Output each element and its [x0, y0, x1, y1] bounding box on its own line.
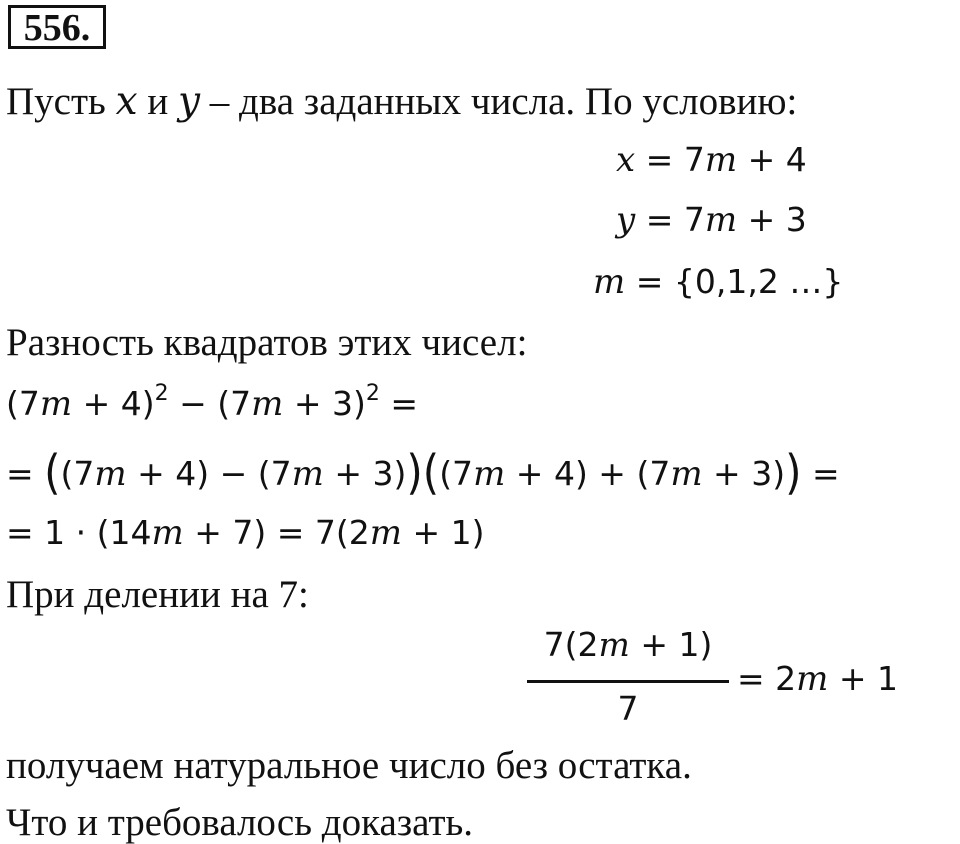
fraction-result	[737, 659, 899, 699]
intro-line	[6, 79, 798, 124]
l1-e: =	[379, 384, 419, 423]
intro-text-3: – два заданных числа. По условию:	[199, 80, 798, 123]
fraction-numerator	[527, 625, 729, 664]
l1-d: + 3)	[283, 384, 366, 423]
l3-m2: m	[369, 513, 402, 553]
frac-rhs-b: + 1	[828, 659, 899, 698]
difference-heading: Разность квадратов этих чисел:	[6, 321, 528, 364]
fraction-denominator: 7	[617, 689, 639, 728]
cond-x-lhs: x	[616, 140, 636, 180]
l1-a: (7	[6, 384, 40, 423]
l1-c: − (7	[168, 384, 252, 423]
condition-m	[593, 262, 844, 302]
l2-eq: =	[6, 454, 45, 493]
l1-exp1: 2	[154, 381, 169, 406]
l2-m3: m	[473, 454, 506, 494]
equation-line-3	[6, 513, 485, 553]
cond-m-rhs: = {0,1,2 …}	[625, 262, 844, 301]
l2-open1: (	[44, 445, 61, 500]
l3-c: + 1)	[401, 513, 485, 552]
intro-text-1: Пусть	[6, 80, 116, 123]
condition-x	[616, 140, 807, 180]
l2-f: + 3)	[702, 454, 786, 493]
cond-y-rhs-pre: = 7	[635, 200, 705, 239]
cond-m-lhs: m	[593, 262, 626, 302]
frac-num-b: + 1)	[629, 625, 713, 664]
l3-b: + 7) = 7(2	[183, 513, 370, 552]
l3-m1: m	[151, 513, 184, 553]
fraction-bar	[527, 680, 729, 683]
l1-exp2: 2	[365, 381, 380, 406]
result-text: получаем натуральное число без остатка.	[6, 744, 692, 787]
l2-c: + 3)	[323, 454, 407, 493]
l2-m4: m	[670, 454, 703, 494]
cond-y-rhs-post: + 3	[737, 200, 807, 239]
variable-y: y	[177, 79, 200, 124]
l1-m1: m	[39, 384, 73, 424]
cond-x-var: m	[704, 140, 738, 180]
l2-m2: m	[291, 454, 324, 494]
equation-line-1	[6, 381, 419, 424]
l2-g: =	[801, 454, 840, 493]
division-heading: При делении на 7:	[6, 573, 309, 616]
l2-a: (7	[60, 454, 95, 493]
l2-open2: (	[422, 445, 440, 500]
cond-x-rhs-post: + 4	[737, 140, 807, 179]
intro-text-2: и	[137, 80, 178, 123]
cond-y-lhs: y	[616, 200, 636, 240]
frac-num-m: m	[598, 625, 630, 664]
frac-num-a: 7(2	[543, 625, 599, 664]
l2-close1: )	[406, 445, 423, 500]
fraction	[527, 625, 729, 728]
l1-b: + 4)	[72, 384, 155, 423]
l2-m1: m	[94, 454, 127, 494]
l2-b: + 4) − (7	[126, 454, 292, 493]
conclusion-text: Что и требовалось доказать.	[6, 801, 474, 844]
l2-d: (7	[439, 454, 474, 493]
variable-x: x	[115, 79, 138, 124]
l2-close2: )	[785, 445, 802, 500]
frac-rhs-a: = 2	[737, 659, 797, 698]
equation-line-2	[6, 445, 840, 500]
cond-y-var: m	[704, 200, 738, 240]
problem-number: 556.	[8, 5, 106, 49]
cond-x-rhs-pre: = 7	[635, 140, 705, 179]
l2-e: + 4) + (7	[505, 454, 671, 493]
frac-rhs-m: m	[796, 659, 829, 699]
l3-a: = 1 · (14	[6, 513, 152, 552]
condition-y	[616, 200, 807, 240]
l1-m2: m	[251, 384, 284, 424]
